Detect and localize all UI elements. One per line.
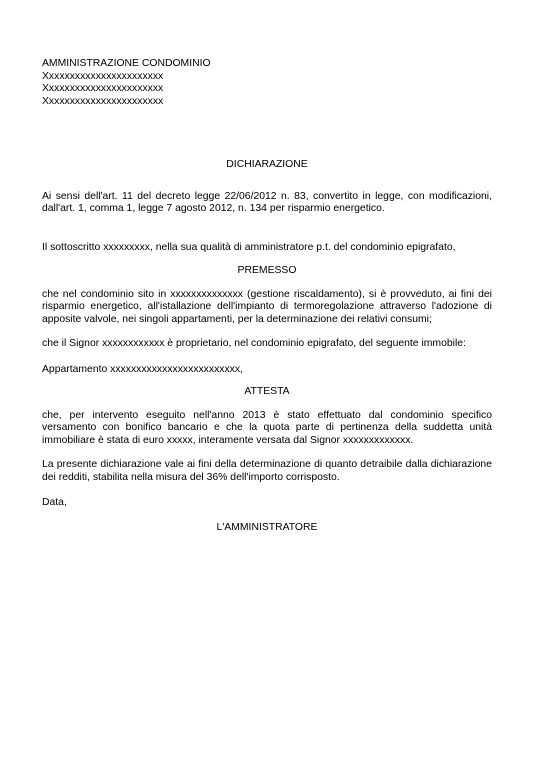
date-label: Data, [42, 497, 67, 508]
document-body [42, 58, 492, 534]
header-line-placeholder-3: Xxxxxxxxxxxxxxxxxxxxxxx [42, 95, 164, 107]
legal-reference-paragraph: Ai sensi dell'art. 11 del decreto legge 22/06/2012 n. 83, convertito in legge, con modificazioni, dall'art. 1, comma 1, legge 7 agosto 2012, n. 134 per risparmio energetico. [42, 190, 492, 214]
apartment-paragraph: Appartamento xxxxxxxxxxxxxxxxxxxxxxxxx, [42, 363, 243, 375]
administrator-signature-label: L'AMMINISTRATORE [216, 521, 318, 533]
premesso-heading: PREMESSO [237, 265, 297, 276]
header-line-administration: AMMINISTRAZIONE CONDOMINIO [42, 58, 211, 69]
header-line-placeholder-1: Xxxxxxxxxxxxxxxxxxxxxxx [42, 70, 164, 82]
attesta-heading: ATTESTA [244, 386, 290, 397]
document-title: DICHIARAZIONE [226, 159, 308, 170]
validity-paragraph: La presente dichiarazione vale ai fini della determinazione di quanto detraibile dalla dichiarazione dei redditi, stabilita nella misura del 36% dell'importo corrisposto. [42, 459, 492, 483]
attesta-paragraph: che, per intervento eseguito nell'anno 2013 è stato effettuato dal condominio specifico versamento con bonifico bancario e che la quota parte di pertinenza della suddetta unità immobiliare è stata di euro xxxxx, interamente versata dal Signor xxxxxxxxxxxxx. [42, 409, 492, 446]
owner-paragraph: che il Signor xxxxxxxxxxxx è proprietario, nel condominio epigrafato, del seguente immobile: [42, 338, 466, 349]
condominium-header [42, 58, 492, 108]
undersigned-paragraph: Il sottoscritto xxxxxxxxx, nella sua qualità di amministratore p.t. del condominio epigrafato, [42, 241, 456, 253]
premesso-paragraph: che nel condominio sito in xxxxxxxxxxxxxx (gestione riscaldamento), si è provveduto, ai fini dei risparmio energetico, all'istallazione dell'impianto di termoregolazione attraverso l'adozione di apposite valvole, nei singoli appartamenti, per la determinazione dei relativi consumi; [42, 288, 492, 325]
header-line-placeholder-2: Xxxxxxxxxxxxxxxxxxxxxxx [42, 83, 164, 94]
